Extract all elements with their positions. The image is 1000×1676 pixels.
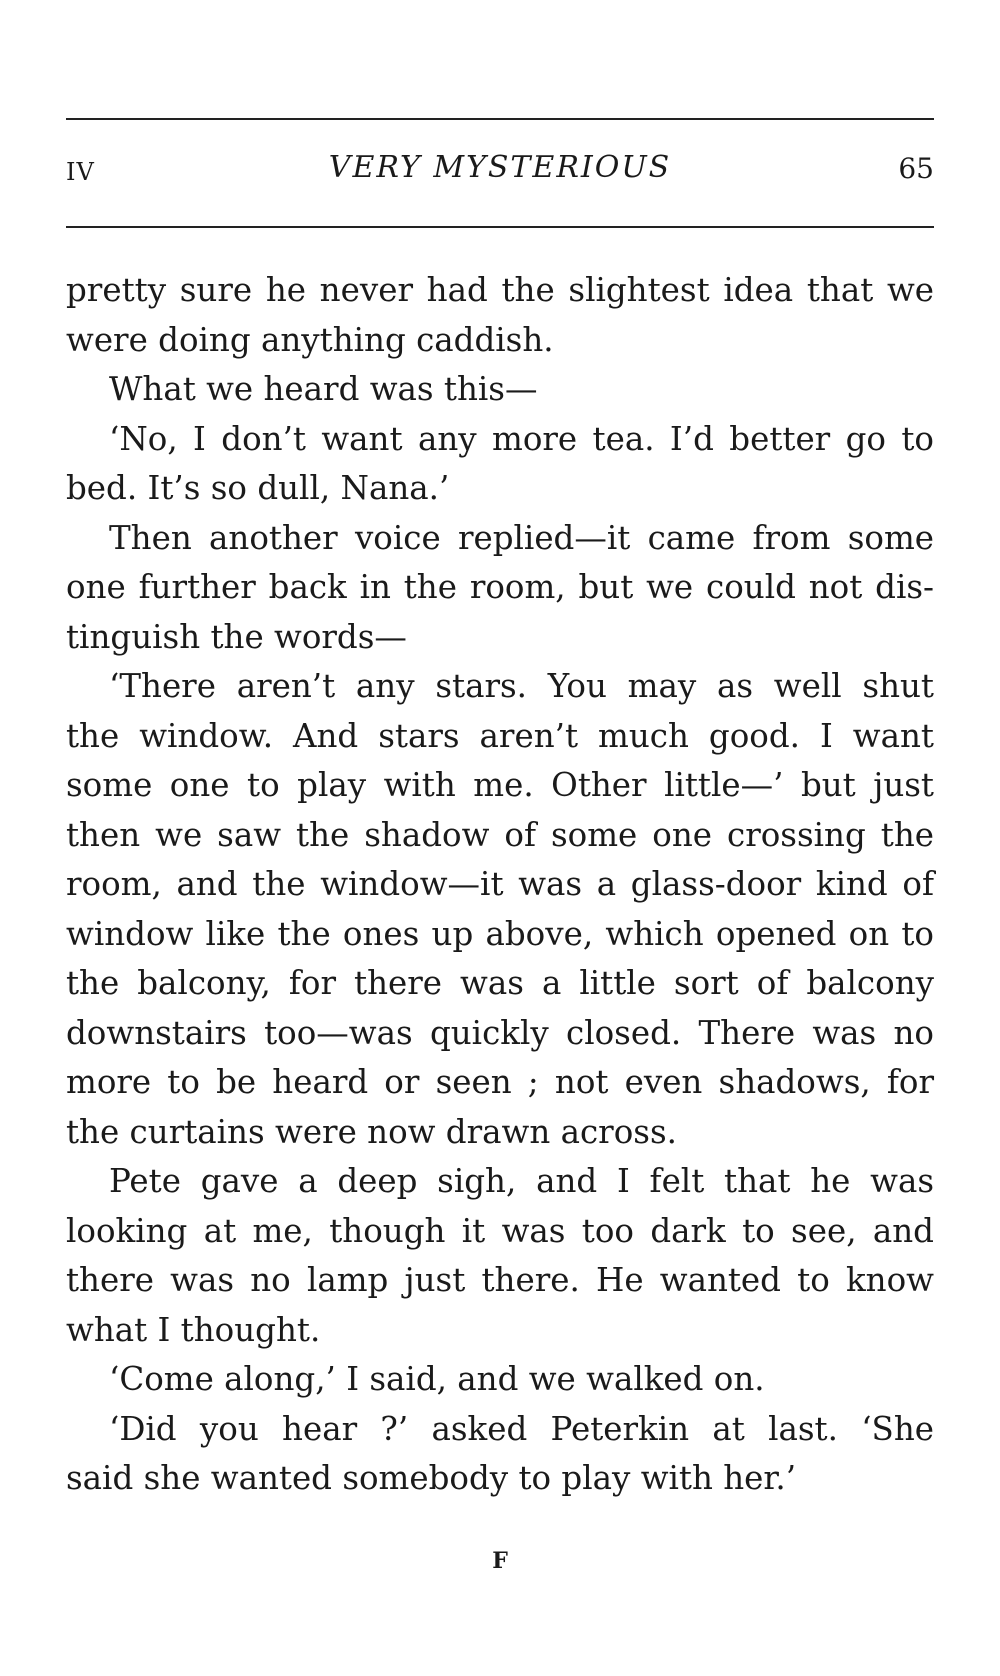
text-line: some one to play with me. Other little—’ but just xyxy=(66,766,934,804)
text-line: what I thought. xyxy=(66,1310,321,1349)
text-line: were doing anything caddish. xyxy=(66,320,554,359)
text-line: pretty sure he never had the slightest idea that we xyxy=(66,271,934,309)
chapter-number: IV xyxy=(66,158,95,186)
text-line: the window. And stars aren’t much good. I want xyxy=(66,716,934,755)
text-line: looking at me, though it was too dark to see, and xyxy=(66,1211,934,1250)
running-title: VERY MYSTERIOUS xyxy=(328,150,672,185)
text-line: window like the ones up above, which opened on to xyxy=(66,914,934,953)
text-line: ‘Come along,’ I said, and we walked on. xyxy=(109,1360,765,1398)
text-line: Then another voice replied—it came from some xyxy=(109,518,934,557)
header-rule-top xyxy=(66,118,934,120)
text-line: one further back in the room, but we could not dis- xyxy=(66,568,934,606)
text-line: room, and the window—it was a glass-door kind of xyxy=(66,865,934,903)
page-number: 65 xyxy=(898,152,934,185)
text-line: bed. It’s so dull, Nana.’ xyxy=(66,469,450,507)
text-line: the curtains were now drawn across. xyxy=(66,1112,677,1151)
header-rule-bottom xyxy=(66,226,934,228)
text-line: more to be heard or seen ; not even shadows, for xyxy=(66,1063,934,1101)
text-line: ‘Did you hear ?’ asked Peterkin at last. ‘She xyxy=(109,1409,934,1448)
text-line: the balcony, for there was a little sort of balcony xyxy=(66,964,934,1002)
text-line: ‘No, I don’t want any more tea. I’d better go to xyxy=(109,419,934,458)
signature-mark: F xyxy=(492,1548,508,1574)
text-line: tinguish the words— xyxy=(66,617,407,656)
text-line: there was no lamp just there. He wanted to know xyxy=(66,1261,934,1299)
text-line: said she wanted somebody to play with her.’ xyxy=(66,1459,797,1497)
text-line: downstairs too—was quickly closed. There was no xyxy=(66,1013,934,1052)
text-line: ‘There aren’t any stars. You may as well shut xyxy=(109,667,934,705)
running-head xyxy=(66,150,934,190)
text-line: What we heard was this— xyxy=(109,370,538,408)
text-line: then we saw the shadow of some one crossing the xyxy=(66,815,934,854)
text-line: Pete gave a deep sigh, and I felt that he was xyxy=(109,1162,934,1200)
body-text xyxy=(66,266,934,1504)
